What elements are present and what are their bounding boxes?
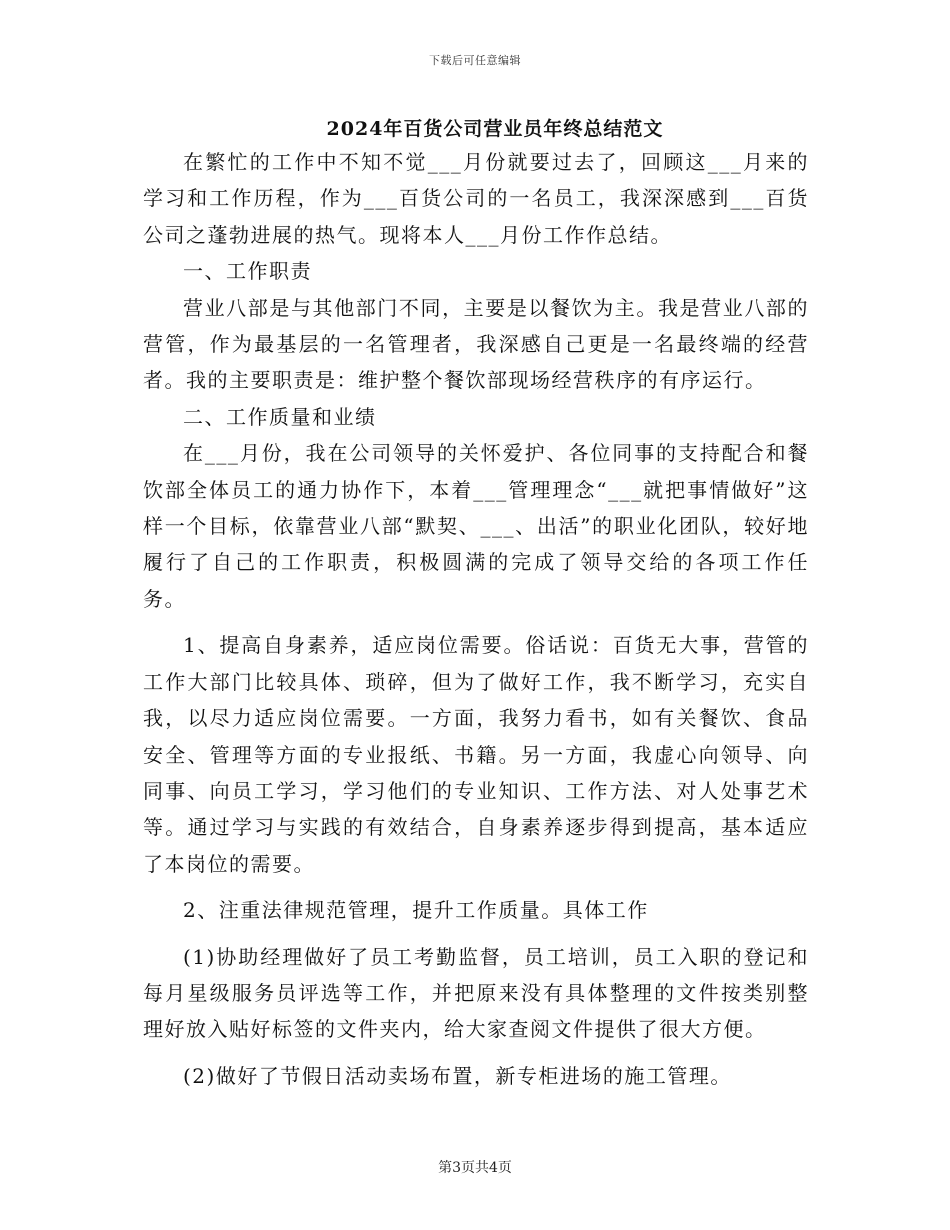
paragraph-item-1: (1)协助经理做好了员工考勤监督，员工培训，员工入职的登记和每月星级服务员评选等工作，并把原来没有具体整理的文件按类别整理好放入贴好标签的文件夹内，给大家查阅文件提供了很大方便。 bbox=[143, 944, 809, 1042]
paragraph-intro: 在繁忙的工作中不知不觉___月份就要过去了，回顾这___月来的学习和工作历程，作为___百货公司的一名员工，我深深感到___百货公司之蓬勃进展的热气。现将本人___月份工作作总结。 bbox=[143, 150, 809, 247]
page-number: 第3页共4页 bbox=[438, 1160, 512, 1176]
paragraph-duties: 营业八部是与其他部门不同，主要是以餐饮为主。我是营业八部的营管，作为最基层的一名管理者，我深感自己更是一名最终端的经营者。我的主要职责是：维护整个餐饮部现场经营秩序的有序运行。 bbox=[143, 295, 809, 393]
document-title: 2024年百货公司营业员年终总结范文 bbox=[326, 118, 664, 140]
document-body bbox=[143, 144, 809, 1094]
page-header-note: 下载后可任意编辑 bbox=[429, 54, 521, 67]
paragraph-legal-management: 2、注重法律规范管理，提升工作质量。具体工作 bbox=[183, 898, 649, 923]
paragraph-quality: 在___月份，我在公司领导的关怀爱护、各位同事的支持配合和餐饮部全体员工的通力协作下，本着___管理理念“___就把事情做好”这样一个目标，依靠营业八部“默契、___、出活”的职业化团队，较好地履行了自己的工作职责，积极圆满的完成了领导交给的各项工作任务。 bbox=[143, 441, 809, 611]
section-heading-quality: 二、工作质量和业绩 bbox=[183, 404, 377, 429]
section-heading-duties: 一、工作职责 bbox=[183, 259, 312, 284]
paragraph-item-2: (2)做好了节假日活动卖场布置，新专柜进场的施工管理。 bbox=[183, 1063, 732, 1088]
paragraph-self-improvement: 1、提高自身素养，适应岗位需要。俗话说：百货无大事，营管的工作大部门比较具体、琐碎，但为了做好工作，我不断学习，充实自我，以尽力适应岗位需要。一方面，我努力看书，如有关餐饮、食品安全、管理等方面的专业报纸、书籍。另一方面，我虚心向领导、向同事、向员工学习，学习他们的专业知识、工作方法、对人处事艺术等。通过学习与实践的有效结合，自身素养逐步得到提高，基本适应了本岗位的需要。 bbox=[143, 633, 809, 876]
